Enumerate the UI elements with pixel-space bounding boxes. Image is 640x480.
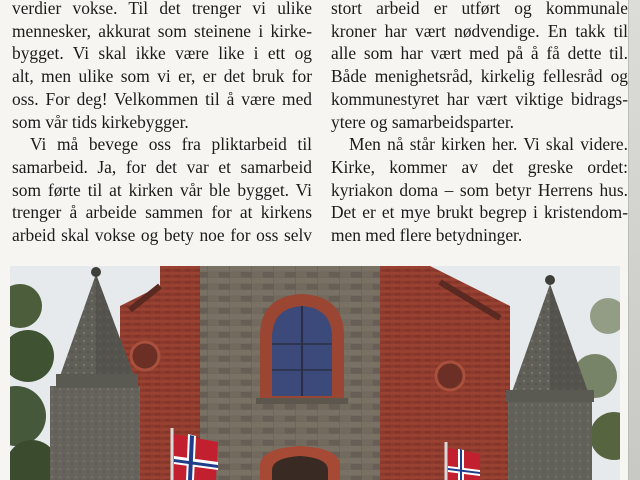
text-line: kommunestyret har vært viktige bidrags- <box>331 88 628 109</box>
text-line: ytere og samarbeidsparter. <box>331 111 515 132</box>
text-line: Vi må bevege oss fra pliktarbeid til <box>30 134 312 155</box>
text-line: samarbeid. Ja, for det var et samarbeid <box>12 156 312 177</box>
text-line: trenger å arbeide sammen for at kirkens <box>12 202 312 223</box>
text-line: kroner har vært nødvendige. En takk til <box>331 20 628 41</box>
text-line: kyriakon doma – som betyr Herrens hus. <box>331 179 628 200</box>
text-line: verdier vokse. Til det trenger vi ulike <box>12 0 312 18</box>
text-line: men med flere betydninger. <box>331 225 523 246</box>
text-line: arbeid skal vokse og bety noe for oss selv <box>12 225 312 246</box>
brick-pilaster-right <box>380 266 430 480</box>
text-line: alle som har vært med på å få dette til. <box>331 43 628 64</box>
text-line: stort arbeid er utført og kommunale <box>331 0 628 18</box>
text-column-right <box>331 0 628 247</box>
text-line: Kirke, kommer av det greske ordet: <box>331 156 628 177</box>
text-line: mennesker, akkurat som steinene i kirke- <box>12 20 312 41</box>
round-window-right <box>436 362 464 390</box>
round-window-left <box>131 342 159 370</box>
text-line: Både menighetsråd, kirkelig fellesråd og <box>331 66 628 87</box>
church-illustration <box>10 266 620 480</box>
text-line: Det er et mye brukt begrep i kristendom- <box>331 202 628 223</box>
text-line: alt, men ulike som vi er, er det bruk for <box>12 66 312 87</box>
text-column-left <box>12 0 312 247</box>
text-line: som vår tids kirkebygger. <box>12 111 189 132</box>
text-line: bygget. Vi skal ikke være like i ett og <box>12 43 312 64</box>
text-line: Men nå står kirken her. Vi skal videre. <box>349 134 628 155</box>
text-line: som førte til at kirken vår ble bygget. Vi <box>12 179 312 200</box>
church-facade-photo <box>10 266 620 480</box>
text-line: oss. For deg! Velkommen til å være med <box>12 88 312 109</box>
arched-window <box>256 294 348 404</box>
page-edge <box>628 0 640 480</box>
